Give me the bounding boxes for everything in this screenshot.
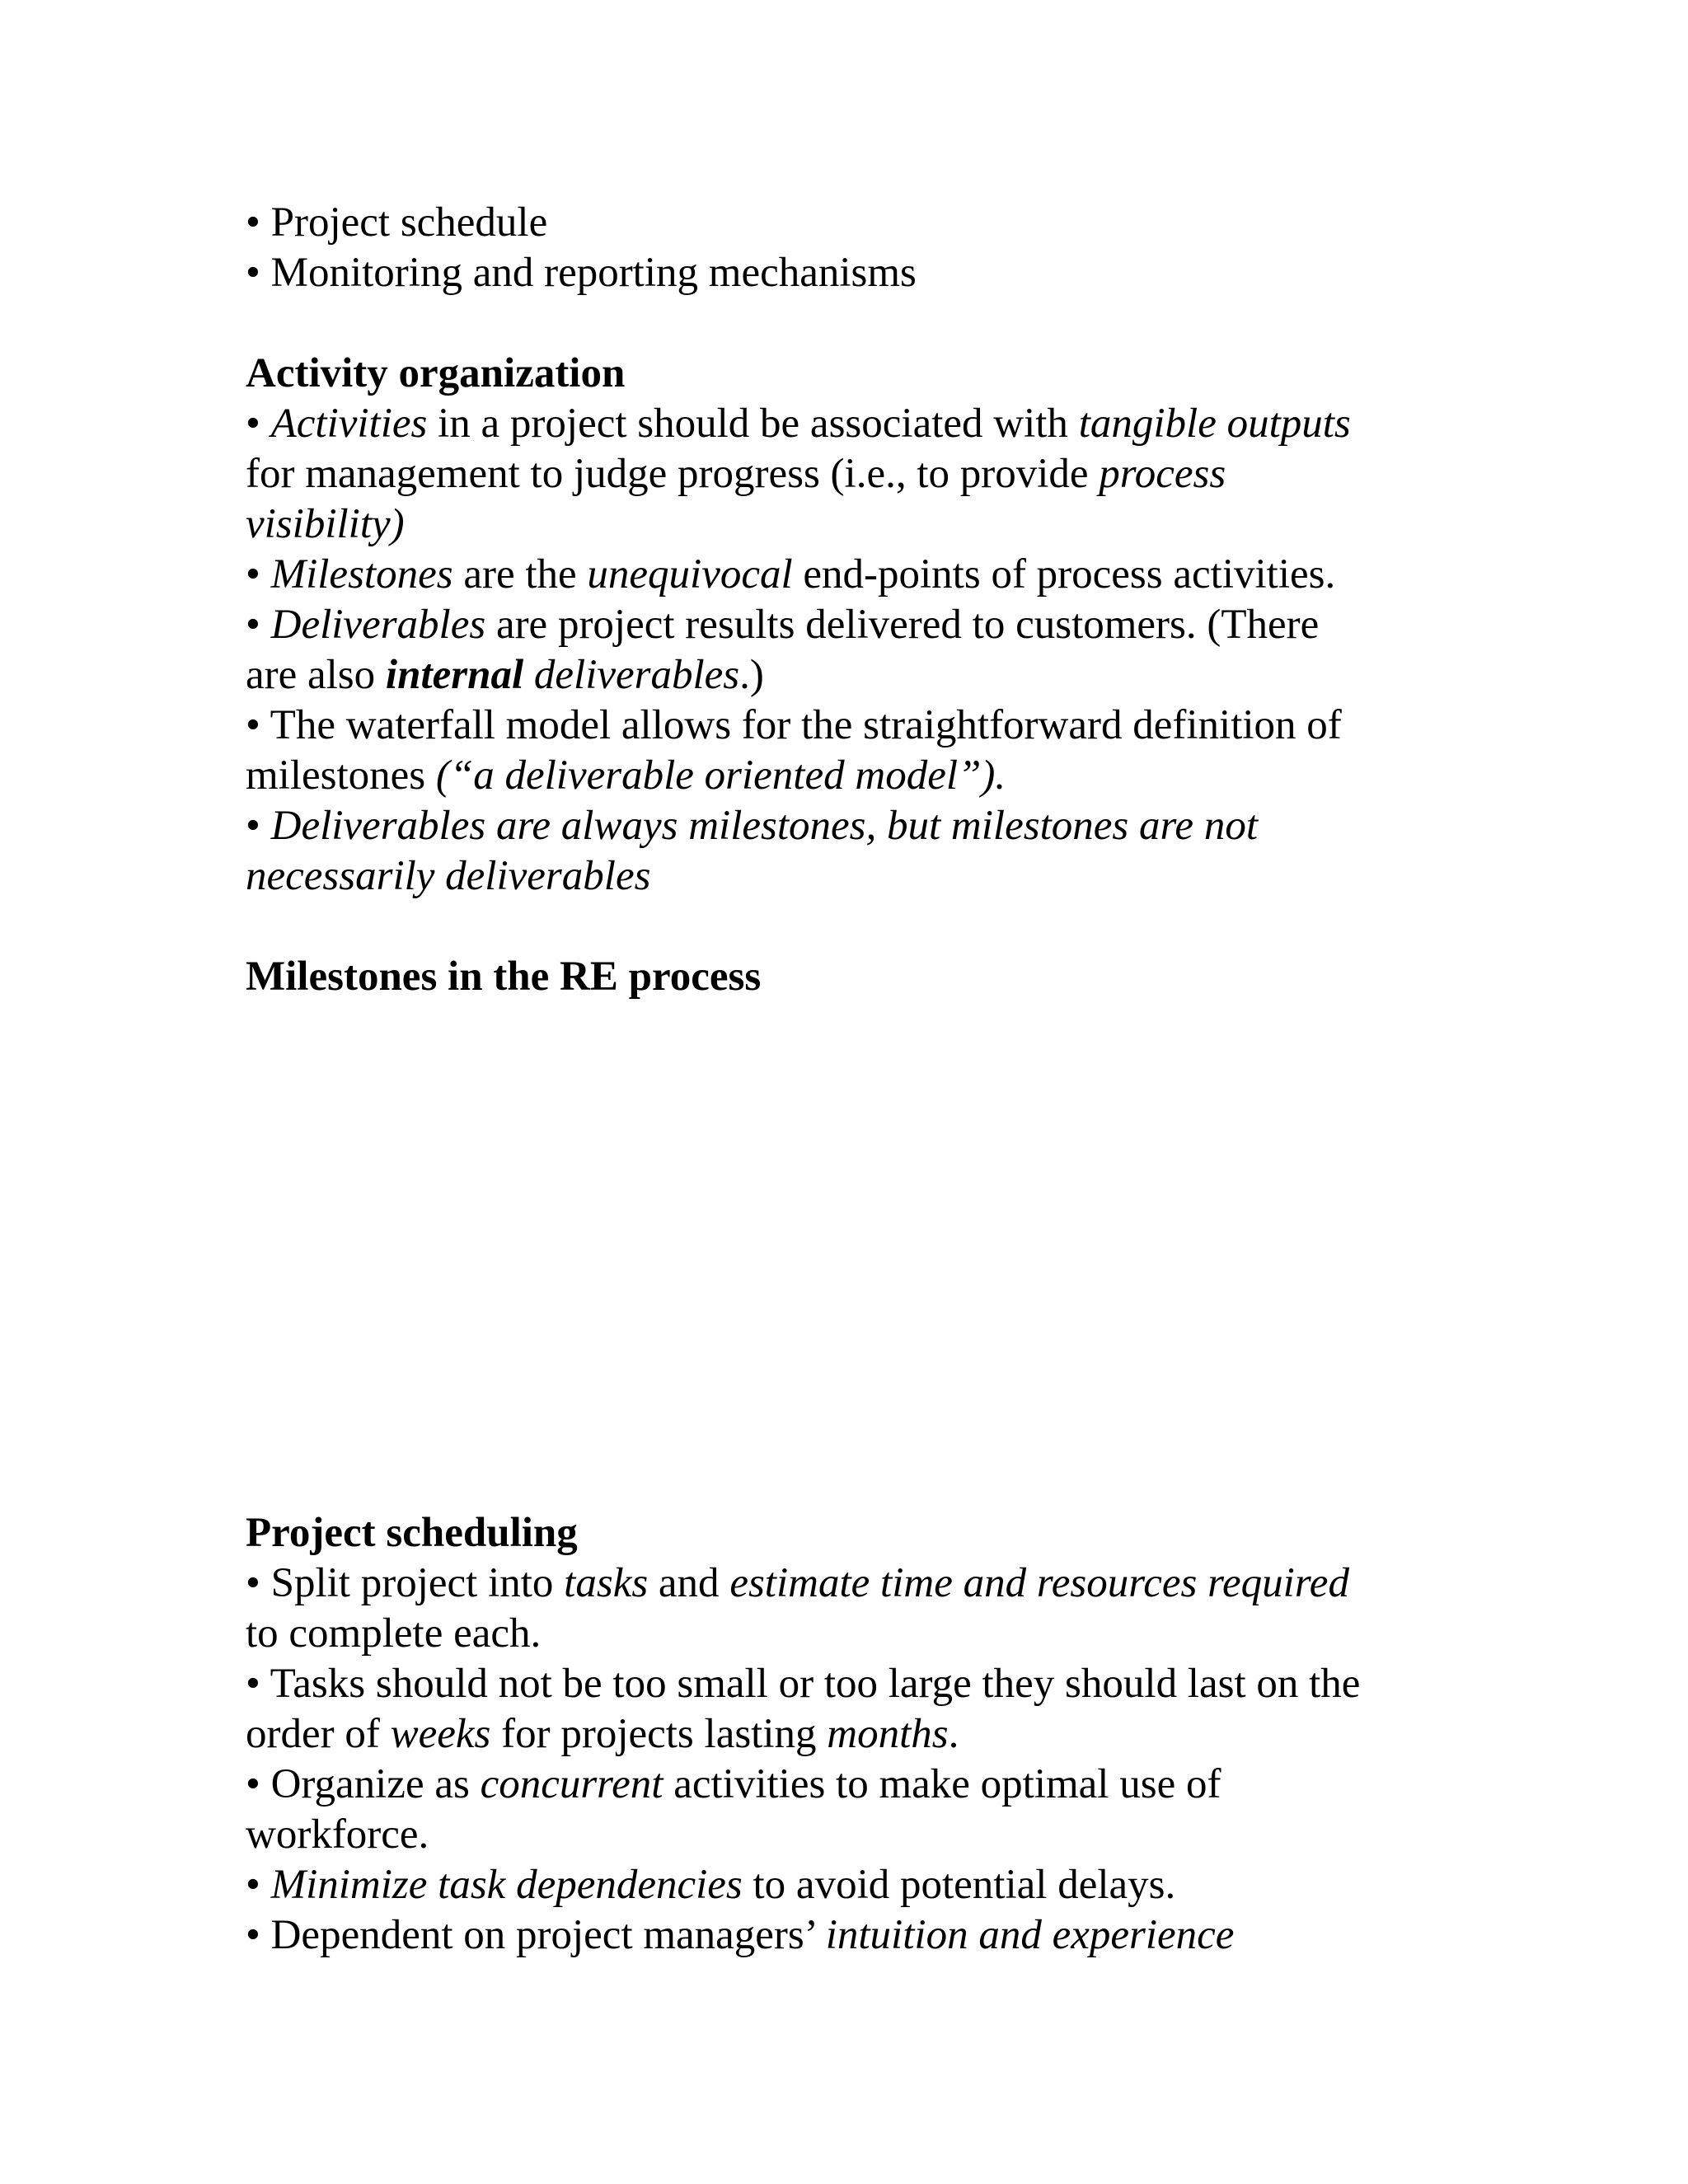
bullet-waterfall-line2: milestones (“a deliverable oriented model”).	[246, 752, 1006, 799]
heading-milestones-re-process: Milestones in the RE process	[246, 954, 762, 1000]
bullet-deliverables-line1: • Deliverables are project results delivered to customers. (There	[246, 602, 1320, 648]
bullet-intuition-experience: • Dependent on project managers’ intuition and experience	[246, 1912, 1235, 1958]
bullet-activities-line1: • Activities in a project should be associated with tangible outputs	[246, 401, 1351, 447]
bullet-minimize-dependencies: • Minimize task dependencies to avoid potential delays.	[246, 1862, 1176, 1908]
bullet-concurrent-line1: • Organize as concurrent activities to make optimal use of	[246, 1761, 1221, 1807]
heading-activity-organization: Activity organization	[246, 350, 626, 396]
bullet-concurrent-line2: workforce.	[246, 1811, 429, 1858]
bullet-task-size-line2: order of weeks for projects lasting months.	[246, 1711, 959, 1757]
bullet-activities-line2: for management to judge progress (i.e., to provide process	[246, 451, 1226, 497]
bullet-deliverables-milestones-line2: necessarily deliverables	[246, 853, 651, 899]
heading-project-scheduling: Project scheduling	[246, 1510, 578, 1556]
bullet-milestones: • Milestones are the unequivocal end-points of process activities.	[246, 551, 1336, 598]
bullet-deliverables-milestones-line1: • Deliverables are always milestones, but milestones are not	[246, 803, 1258, 849]
bullet-activities-line3: visibility)	[246, 501, 405, 547]
bullet-waterfall-line1: • The waterfall model allows for the straightforward definition of	[246, 702, 1342, 748]
bullet-project-schedule: • Project schedule	[246, 199, 548, 246]
bullet-task-size-line1: • Tasks should not be too small or too large they should last on the	[246, 1661, 1361, 1707]
bullet-split-project-line2: to complete each.	[246, 1610, 542, 1657]
bullet-split-project-line1: • Split project into tasks and estimate time and resources required	[246, 1560, 1349, 1606]
bullet-deliverables-line2: are also internal deliverables.)	[246, 652, 764, 698]
bullet-monitoring-reporting: • Monitoring and reporting mechanisms	[246, 250, 917, 296]
